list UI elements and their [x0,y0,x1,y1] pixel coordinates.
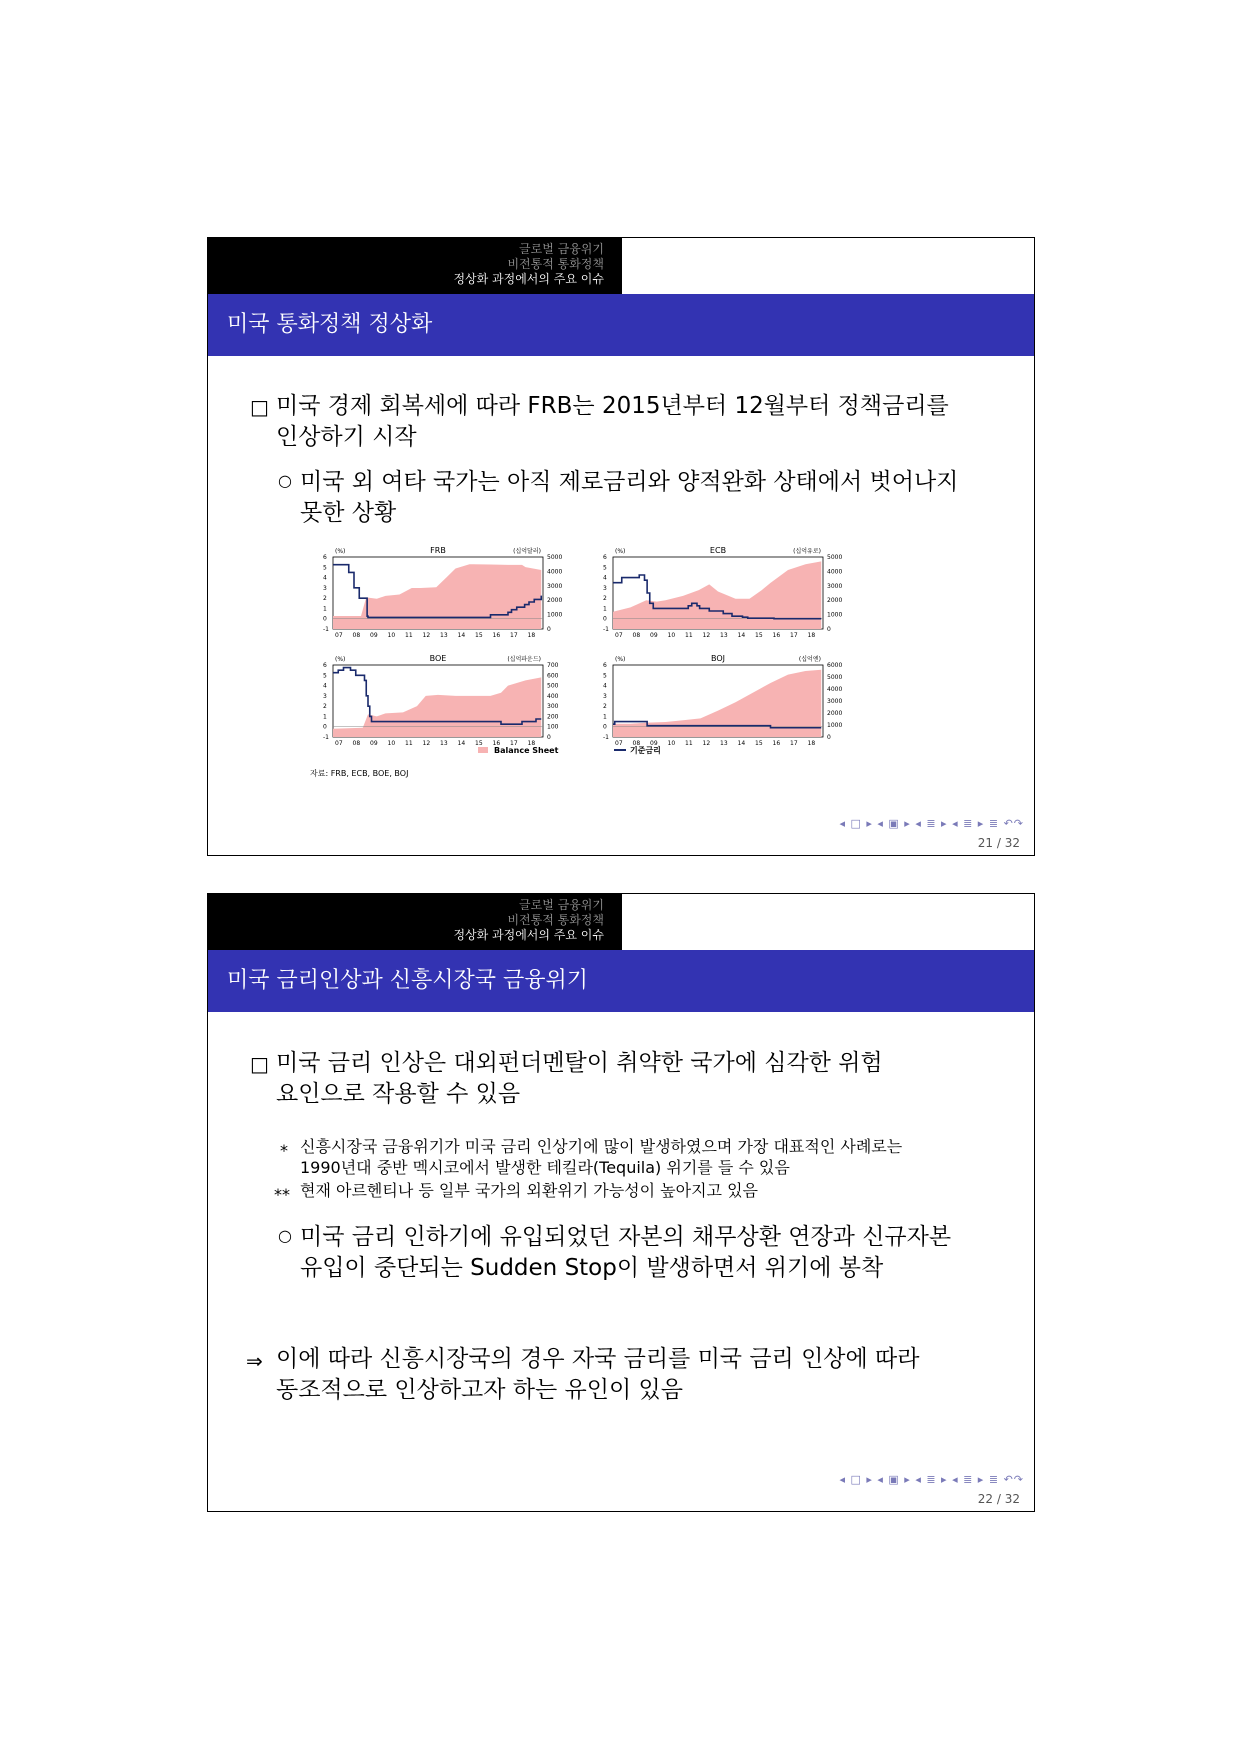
chart-title: FRB [430,546,446,555]
x-tick-label: 07 [615,632,623,639]
x-tick-label: 14 [737,740,746,747]
right-tick-label: 4000 [547,568,563,576]
right-tick-label: 1000 [827,722,843,729]
left-tick-label: 6 [603,662,607,669]
x-tick-label: 10 [387,632,396,639]
nav-section-icon[interactable]: ◂ ≣ ▸ [952,817,985,830]
chart-panel-frb [333,557,543,629]
nav-subsection-icon[interactable]: ◂ ≣ ▸ [915,817,948,830]
x-tick-label: 18 [807,632,816,639]
right-tick-label: 1000 [827,611,843,619]
section-link-normalization-issues[interactable]: 정상화 과정에서의 주요 이슈 [453,928,604,942]
x-tick-label: 13 [440,740,448,747]
legend-balance-swatch [478,747,488,753]
x-tick-label: 17 [790,632,798,639]
x-tick-label: 14 [457,632,466,639]
beamer-navigation [839,1473,1024,1486]
left-tick-label: 3 [603,584,607,592]
x-tick-label: 12 [422,632,431,639]
x-tick-label: 12 [702,632,711,639]
chart-panel-boj [613,665,823,737]
right-tick-label: 200 [547,713,559,721]
right-tick-label: 2000 [827,597,843,605]
right-tick-label: 700 [547,662,559,669]
left-tick-label: 1 [323,713,327,721]
left-axis-unit: (%) [335,656,346,663]
x-tick-label: 09 [650,740,658,747]
nav-slide-icon[interactable]: ◂ □ ▸ [839,1473,873,1486]
right-tick-label: 0 [547,626,551,633]
right-axis-unit: (십억달러) [513,548,541,555]
right-tick-label: 0 [827,626,831,633]
balance-sheet-area [333,564,541,629]
frame-title-bar [208,294,1034,356]
nav-search-icon[interactable]: ↶↷ [1003,817,1024,830]
slide-21 [207,237,1035,856]
square-bullet-icon: □ [250,1052,269,1076]
right-tick-label: 2000 [547,597,563,605]
x-tick-label: 08 [352,632,361,639]
right-tick-label: 0 [827,734,831,741]
balance-sheet-area [333,677,541,737]
left-tick-label: 0 [603,723,607,731]
page-number: 22 / 32 [977,1492,1020,1506]
right-tick-label: 300 [547,703,559,711]
section-navigation [208,894,622,950]
x-tick-label: 14 [457,740,466,747]
footnote-1-line2: 1990년대 중반 멕시코에서 발생한 테킬라(Tequila) 위기를 들 수 있음 [300,1158,790,1177]
x-tick-label: 18 [527,632,536,639]
section-link-normalization-issues[interactable]: 정상화 과정에서의 주요 이슈 [453,272,604,286]
x-tick-label: 17 [510,632,518,639]
x-tick-label: 08 [352,740,361,747]
left-axis-unit: (%) [335,548,346,555]
bullet-text-line1: 미국 경제 회복세에 따라 FRB는 2015년부터 12월부터 정책금리를 [276,393,949,419]
left-tick-label: -1 [603,734,609,741]
x-tick-label: 18 [807,740,816,747]
left-tick-label: 6 [323,554,327,561]
left-tick-label: 4 [323,682,327,690]
x-tick-label: 16 [492,632,501,639]
left-tick-label: 4 [603,574,607,582]
chart-title: ECB [709,546,727,555]
right-tick-label: 4000 [827,686,843,693]
left-tick-label: 2 [323,595,327,603]
left-tick-label: 5 [603,564,607,572]
left-tick-label: 3 [323,584,327,592]
nav-frame-icon[interactable]: ◂ ▣ ▸ [877,1473,911,1486]
left-tick-label: 2 [603,703,607,711]
left-axis-unit: (%) [615,656,626,663]
right-tick-label: 100 [547,723,559,731]
nav-align-icon[interactable]: ≣ [988,817,1000,830]
implies-arrow-icon: ⇒ [246,1349,263,1373]
chart-title: BOE [429,654,447,663]
charts-svg [308,543,928,813]
left-tick-label: 6 [603,554,607,561]
right-axis-unit: (십억파운드) [507,656,541,663]
right-tick-label: 5000 [827,674,843,681]
x-tick-label: 17 [790,740,798,747]
left-tick-label: 0 [323,615,327,623]
x-tick-label: 13 [720,740,728,747]
right-tick-label: 400 [547,692,559,700]
right-tick-label: 500 [547,682,559,690]
x-tick-label: 15 [755,740,763,747]
x-tick-label: 12 [702,740,711,747]
sub-bullet-text-line1: 미국 외 여타 국가는 아직 제로금리와 양적완화 상태에서 벗어나지 [300,469,959,495]
right-tick-label: 600 [547,672,559,680]
left-tick-label: 5 [603,672,607,680]
left-axis-unit: (%) [615,548,626,555]
x-tick-label: 07 [335,632,343,639]
nav-search-icon[interactable]: ↶↷ [1003,1473,1024,1486]
bullet-text-line2: 요인으로 작용할 수 있음 [276,1081,521,1107]
section-link-global-crisis[interactable]: 글로벌 금융위기 [519,242,604,256]
chart-title: BOJ [710,654,726,663]
right-tick-label: 1000 [547,611,563,619]
frame-title: 미국 통화정책 정상화 [227,312,433,337]
left-tick-label: 0 [323,723,327,731]
conclusion-line1: 이에 따라 신흥시장국의 경우 자국 금리를 미국 금리 인상에 따라 [276,1346,920,1372]
x-tick-label: 11 [685,632,693,639]
x-tick-label: 12 [422,740,431,747]
x-tick-label: 16 [772,740,781,747]
x-tick-label: 11 [685,740,693,747]
nav-slide-icon[interactable]: ◂ □ ▸ [839,817,873,830]
nav-section-icon[interactable]: ◂ ≣ ▸ [952,1473,985,1486]
x-tick-label: 15 [755,632,763,639]
x-tick-label: 10 [667,632,676,639]
left-tick-label: 0 [603,615,607,623]
right-tick-label: 6000 [827,662,843,669]
left-tick-label: -1 [603,626,609,633]
left-tick-label: 2 [603,595,607,603]
left-tick-label: -1 [323,626,329,633]
x-tick-label: 14 [737,632,746,639]
left-tick-label: 5 [323,564,327,572]
footnote-mark-1: * [280,1141,288,1160]
x-tick-label: 08 [632,632,641,639]
left-tick-label: 3 [603,692,607,700]
circle-bullet-icon: ○ [278,471,292,490]
right-tick-label: 2000 [827,710,843,717]
x-tick-label: 15 [475,632,483,639]
nav-subsection-icon[interactable]: ◂ ≣ ▸ [915,1473,948,1486]
x-tick-label: 16 [772,632,781,639]
left-tick-label: 4 [323,574,327,582]
footnote-1-line1: 신흥시장국 금융위기가 미국 금리 인상기에 많이 발생하였으며 가장 대표적인 사례로는 [300,1137,903,1156]
left-tick-label: 4 [603,682,607,690]
x-tick-label: 16 [492,740,501,747]
x-tick-label: 07 [615,740,623,747]
sub-bullet-text-line1: 미국 금리 인하기에 유입되었던 자본의 채무상환 연장과 신규자본 [300,1224,952,1250]
nav-frame-icon[interactable]: ◂ ▣ ▸ [877,817,911,830]
conclusion-line2: 동조적으로 인상하고자 하는 유인이 있음 [276,1377,683,1403]
footnote-mark-2: ** [274,1185,290,1204]
right-axis-unit: (십억엔) [798,656,821,663]
slide-22 [207,893,1035,1512]
sub-bullet-text-line2: 못한 상황 [300,500,397,526]
chart-panel-ecb [613,557,823,629]
left-tick-label: 3 [323,692,327,700]
section-link-unconventional-policy[interactable]: 비전통적 통화정책 [507,257,604,271]
right-tick-label: 4000 [827,568,843,576]
bullet-text-line1: 미국 금리 인상은 대외펀더멘탈이 취약한 국가에 심각한 위험 [276,1050,883,1076]
right-tick-label: 5000 [547,554,563,561]
x-tick-label: 09 [650,632,658,639]
x-tick-label: 13 [440,632,448,639]
left-tick-label: 1 [603,605,607,613]
circle-bullet-icon: ○ [278,1226,292,1245]
beamer-navigation [839,817,1024,830]
section-link-global-crisis[interactable]: 글로벌 금융위기 [519,898,604,912]
legend-rate-label: 기준금리 [630,746,661,755]
x-tick-label: 09 [370,740,378,747]
left-tick-label: 2 [323,703,327,711]
x-tick-label: 07 [335,740,343,747]
x-tick-label: 09 [370,632,378,639]
page-number: 21 / 32 [977,836,1020,850]
x-tick-label: 11 [405,740,413,747]
x-tick-label: 13 [720,632,728,639]
square-bullet-icon: □ [250,395,269,419]
frame-title: 미국 금리인상과 신흥시장국 금융위기 [227,968,589,993]
chart-panel-boe [333,665,543,737]
right-tick-label: 3000 [547,582,563,590]
left-tick-label: -1 [323,734,329,741]
left-tick-label: 1 [603,713,607,721]
legend-balance-label: Balance Sheet [494,746,559,755]
right-tick-label: 3000 [827,698,843,705]
right-tick-label: 3000 [827,582,843,590]
x-tick-label: 08 [632,740,641,747]
x-tick-label: 11 [405,632,413,639]
x-tick-label: 15 [475,740,483,747]
right-tick-label: 5000 [827,554,843,561]
section-navigation [208,238,622,294]
footnote-2-line1: 현재 아르헨티나 등 일부 국가의 외환위기 가능성이 높아지고 있음 [300,1181,759,1200]
left-tick-label: 1 [323,605,327,613]
right-axis-unit: (십억유로) [793,548,821,555]
chart-source-note: 자료: FRB, ECB, BOE, BOJ [310,769,409,778]
central-bank-charts [308,543,928,813]
section-link-unconventional-policy[interactable]: 비전통적 통화정책 [507,913,604,927]
right-tick-label: 0 [547,734,551,741]
x-tick-label: 18 [527,740,536,747]
bullet-text-line2: 인상하기 시작 [276,424,417,450]
nav-align-icon[interactable]: ≣ [988,1473,1000,1486]
x-tick-label: 10 [387,740,396,747]
sub-bullet-text-line2: 유입이 중단되는 Sudden Stop이 발생하면서 위기에 봉착 [300,1255,884,1281]
frame-title-bar [208,950,1034,1012]
left-tick-label: 6 [323,662,327,669]
x-tick-label: 10 [667,740,676,747]
x-tick-label: 17 [510,740,518,747]
left-tick-label: 5 [323,672,327,680]
